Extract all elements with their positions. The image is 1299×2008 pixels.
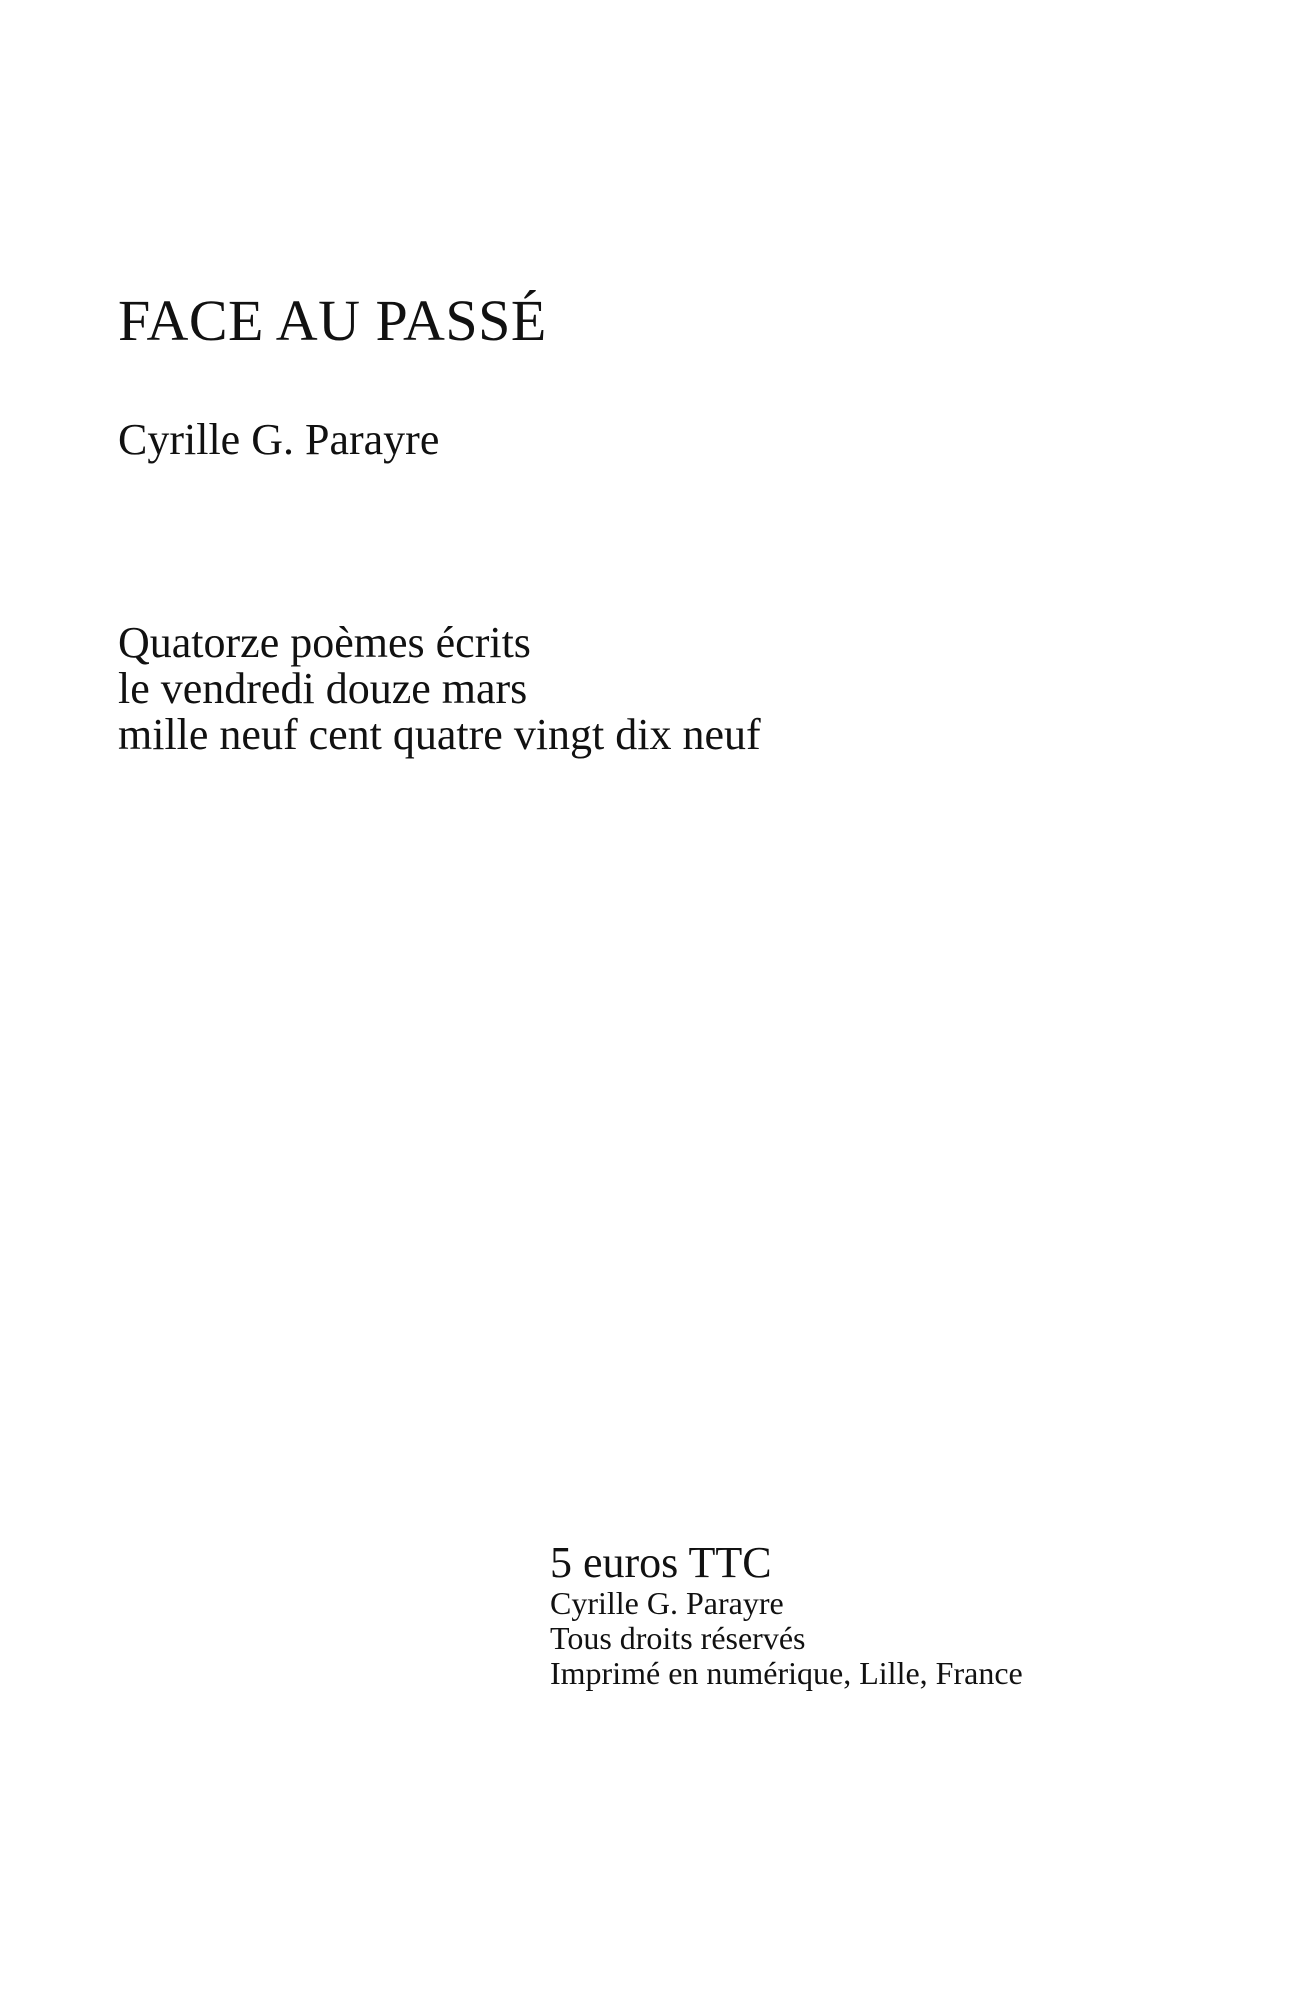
author-name: Cyrille G. Parayre (118, 415, 440, 464)
subtitle-line: mille neuf cent quatre vingt dix neuf (118, 710, 761, 759)
subtitle-block (118, 620, 761, 758)
book-title: FACE AU PASSÉ (118, 288, 547, 353)
price-label: 5 euros TTC (550, 1538, 772, 1587)
subtitle-line: le vendredi douze mars (118, 664, 528, 713)
colophon-author: Cyrille G. Parayre (550, 1585, 784, 1621)
colophon-rights: Tous droits réservés (550, 1620, 806, 1656)
subtitle-line: Quatorze poèmes écrits (118, 618, 531, 667)
colophon-printing: Imprimé en numérique, Lille, France (550, 1655, 1023, 1691)
colophon (550, 1540, 1023, 1691)
